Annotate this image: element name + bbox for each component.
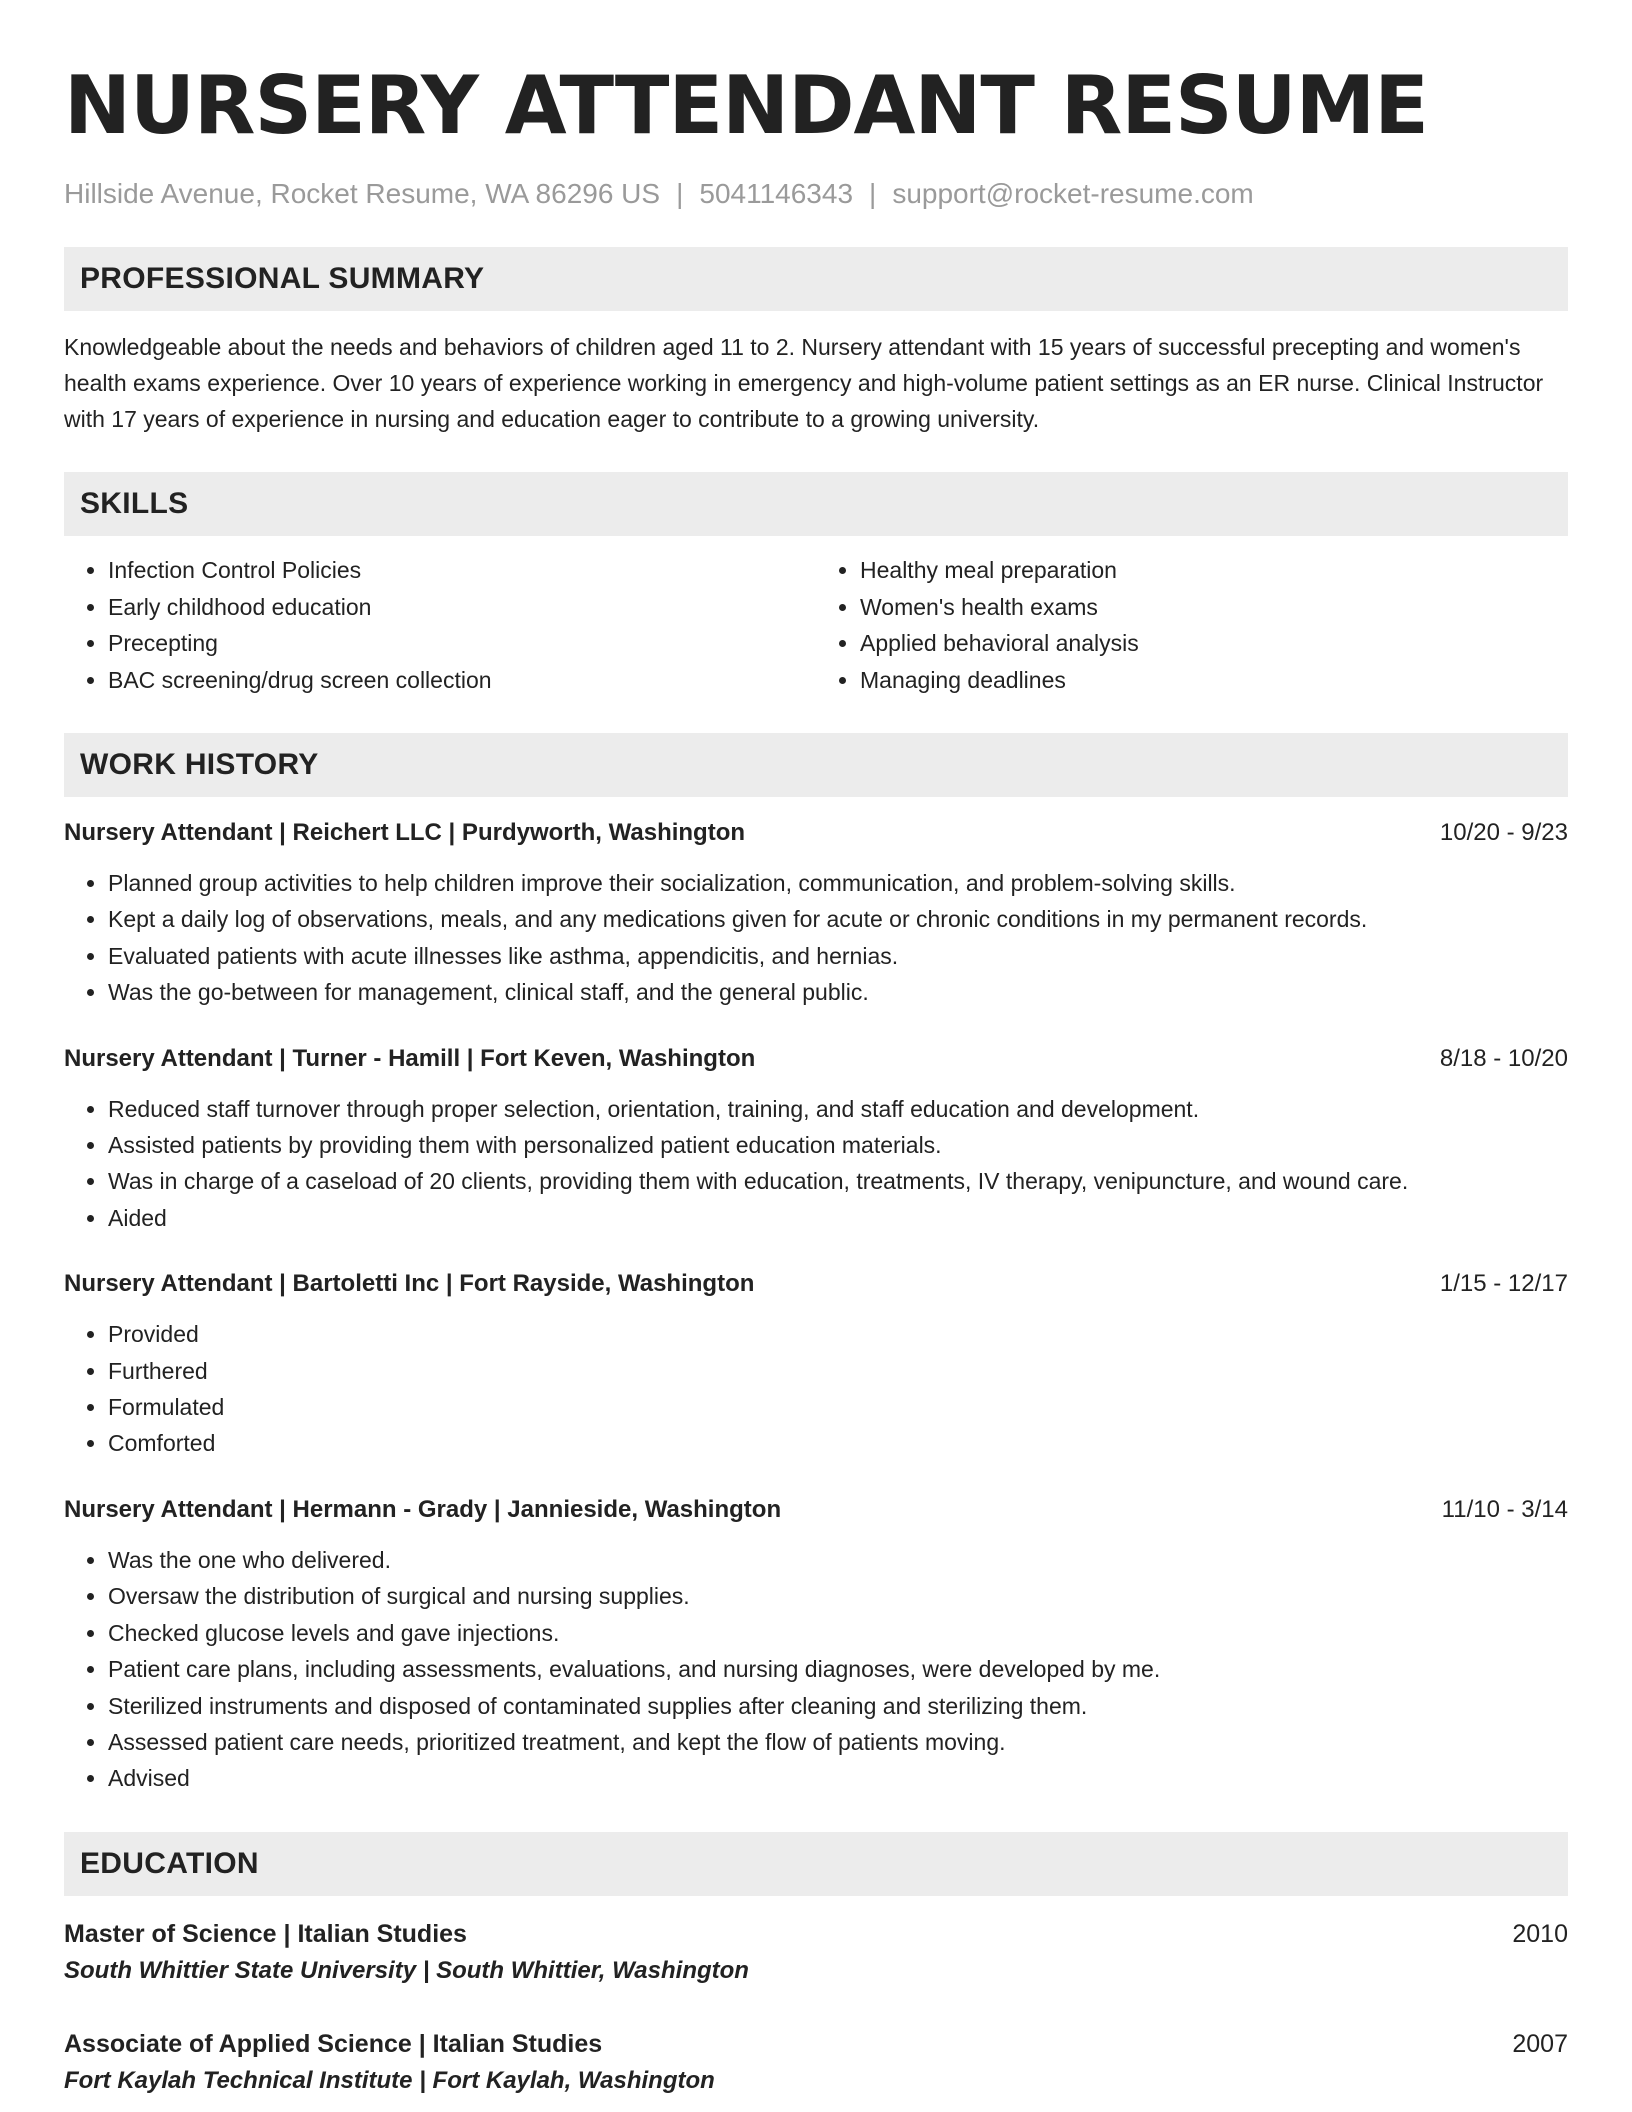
contact-phone: 5041146343 <box>699 178 854 209</box>
education-header <box>64 2026 1568 2062</box>
job-bullet: • Kept a daily log of observations, meals, and any medications given for acute or chronic conditions in my permanent records. <box>108 901 1568 937</box>
education-school: Fort Kaylah Technical Institute | Fort Kaylah, Washington <box>64 2066 715 2094</box>
skill-item: • Healthy meal preparation <box>860 552 1568 589</box>
skills-column-left <box>64 552 816 698</box>
job-bullet: • Formulated <box>108 1389 1568 1425</box>
job-bullets <box>64 1542 1568 1797</box>
education-school: South Whittier State University | South Whittier, Washington <box>64 1956 749 1984</box>
work-history-section <box>64 733 1568 1797</box>
education-heading: EDUCATION <box>64 1832 1568 1896</box>
job-bullet: • Assessed patient care needs, prioritized treatment, and kept the flow of patients moving. <box>108 1724 1568 1760</box>
skills-column-right <box>816 552 1568 698</box>
job-dates: 10/20 - 9/23 <box>1439 819 1568 846</box>
job-dates: 1/15 - 12/17 <box>1439 1270 1568 1298</box>
job-header <box>64 1041 1568 1077</box>
job-bullets <box>64 1316 1568 1462</box>
education-entry <box>64 2026 1568 2100</box>
job-dates: 11/10 - 3/14 <box>1441 1495 1568 1523</box>
skill-item: • Managing deadlines <box>860 662 1568 699</box>
contact-separator: | <box>676 178 684 209</box>
education-degree: Master of Science | Italian Studies <box>64 1919 467 1948</box>
job-bullet: • Furthered <box>108 1353 1568 1389</box>
skill-item: • Applied behavioral analysis <box>860 625 1568 662</box>
job-header <box>64 1492 1568 1528</box>
job-bullet: • Aided <box>108 1200 1568 1236</box>
education-section <box>64 1832 1568 2100</box>
work-history-heading: WORK HISTORY <box>64 733 1568 797</box>
job-title: Nursery Attendant | Hermann - Grady | Jannieside, Washington <box>64 1495 782 1523</box>
job-header <box>64 1266 1568 1302</box>
job-bullet: • Was the one who delivered. <box>108 1542 1568 1578</box>
job-bullet: • Was the go-between for management, clinical staff, and the general public. <box>108 974 1568 1010</box>
job-bullet: • Planned group activities to help children improve their socialization, communication, and problem-solving skills. <box>108 865 1568 901</box>
job-bullet: • Provided <box>108 1316 1568 1352</box>
job-entry <box>64 815 1568 1011</box>
job-dates: 8/18 - 10/20 <box>1439 1044 1568 1072</box>
skills-list <box>64 552 1568 698</box>
job-entry <box>64 1041 1568 1237</box>
job-bullet: • Comforted <box>108 1425 1568 1461</box>
job-title: Nursery Attendant | Reichert LLC | Purdyworth, Washington <box>64 819 746 846</box>
job-entry <box>64 1266 1568 1462</box>
skill-item: • Infection Control Policies <box>108 552 816 589</box>
education-entry <box>64 1916 1568 1990</box>
skill-item: • Early childhood education <box>108 589 816 626</box>
education-year: 2010 <box>1512 1919 1568 1948</box>
skill-item: • BAC screening/drug screen collection <box>108 662 816 699</box>
job-title: Nursery Attendant | Bartoletti Inc | Fort Rayside, Washington <box>64 1270 755 1298</box>
job-bullet: • Oversaw the distribution of surgical and nursing supplies. <box>108 1578 1568 1614</box>
skills-section <box>64 472 1568 698</box>
job-bullets <box>64 865 1568 1011</box>
contact-separator: | <box>869 178 877 209</box>
job-bullet: • Sterilized instruments and disposed of contaminated supplies after cleaning and sterilizing them. <box>108 1688 1568 1724</box>
job-bullet: • Reduced staff turnover through proper selection, orientation, training, and staff education and development. <box>108 1091 1568 1127</box>
education-degree: Associate of Applied Science | Italian Studies <box>64 2029 603 2058</box>
education-year: 2007 <box>1512 2029 1568 2058</box>
summary-text: Knowledgeable about the needs and behaviors of children aged 11 to 2. Nursery attendant with 15 years of successful precepting and women's health exams experience. Over 10 years of experience working in emergency and high-volume patient settings as an ER nurse. Clinical Instructor with 17 years of experience in nursing and education eager to contribute to a growing university. <box>64 334 1544 432</box>
job-bullet: • Advised <box>108 1760 1568 1796</box>
summary-section <box>64 247 1568 437</box>
contact-line <box>64 176 1568 212</box>
job-bullets <box>64 1091 1568 1237</box>
summary-heading: PROFESSIONAL SUMMARY <box>64 247 1568 311</box>
job-bullet: • Patient care plans, including assessments, evaluations, and nursing diagnoses, were developed by me. <box>108 1651 1568 1687</box>
skills-heading: SKILLS <box>64 472 1568 536</box>
job-entry <box>64 1492 1568 1797</box>
job-bullet: • Was in charge of a caseload of 20 clients, providing them with education, treatments, IV therapy, venipuncture, and wound care. <box>108 1163 1568 1199</box>
skill-item: • Precepting <box>108 625 816 662</box>
job-title: Nursery Attendant | Turner - Hamill | Fort Keven, Washington <box>64 1044 756 1072</box>
education-header <box>64 1916 1568 1952</box>
job-header <box>64 815 1568 851</box>
resume-title: NURSERY ATTENDANT RESUME <box>64 59 1428 152</box>
job-bullet: • Checked glucose levels and gave injections. <box>108 1615 1568 1651</box>
contact-address: Hillside Avenue, Rocket Resume, WA 86296 US <box>64 178 661 209</box>
job-bullet: • Evaluated patients with acute illnesses like asthma, appendicitis, and hernias. <box>108 938 1568 974</box>
contact-email: support@rocket-resume.com <box>892 178 1254 209</box>
skill-item: • Women's health exams <box>860 589 1568 626</box>
job-bullet: • Assisted patients by providing them with personalized patient education materials. <box>108 1127 1568 1163</box>
